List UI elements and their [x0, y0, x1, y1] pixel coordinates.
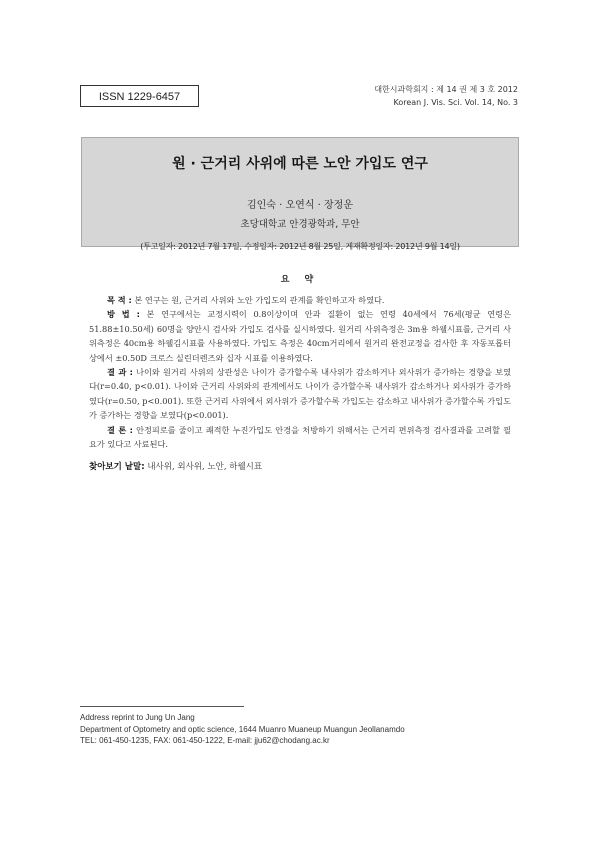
- abstract-purpose: [89, 293, 511, 307]
- purpose-text: 본 연구는 원, 근거리 사위와 노안 가입도의 관계를 확인하고자 하였다.: [131, 295, 385, 305]
- abstract-method: [89, 307, 511, 365]
- result-text: 나이와 원거리 사위의 상관성은 나이가 증가할수록 내사위가 감소하거나 외사위가 증가하는 경향을 보였다(r=0.40, p<0.01). 나이와 근거리 사위와의 관계에서도 나이가 증가할수록 내사위가 감소하거나 외사위가 증가하였다(r=0.50, p<0.001). 또한 근거리 사위에서 외사위가 증가할수록 가입도는 감소하고 내사위가 증가할수록 가입도가 증가하는 경향을 보였다(p<0.001).: [89, 367, 511, 421]
- journal-title-korean: 대한시과학회지 : 제 14 권 제 3 호 2012: [374, 85, 518, 94]
- footnote-line: Address reprint to Jung Un Jang: [80, 713, 195, 722]
- affiliation: 초당대학교 안경광학과, 무안: [240, 219, 360, 230]
- correspondence-footnote: [80, 712, 520, 747]
- journal-title-english: Korean J. Vis. Sci. Vol. 14, No. 3: [393, 98, 518, 107]
- conclusion-text: 안정피로를 줄이고 쾌적한 누진가입도 안경을 처방하기 위해서는 근거리 편위측정 검사결과를 고려할 필요가 있다고 사료된다.: [89, 424, 511, 450]
- keywords-values: 내사위, 외사위, 노안, 하웰시표: [144, 462, 263, 472]
- issn-box: ISSN 1229-6457: [80, 85, 199, 107]
- result-label: 결 과 :: [107, 367, 133, 378]
- footnote-divider: [80, 706, 244, 707]
- abstract-result: [89, 365, 511, 423]
- purpose-label: 목 적 :: [107, 295, 132, 305]
- footnote-line: TEL: 061-450-1235, FAX: 061-450-1222, E-mail: jju62@chodang.ac.kr: [80, 736, 330, 745]
- keywords-label: 찾아보기 낱말:: [89, 462, 145, 472]
- method-label: 방 법 :: [107, 309, 140, 320]
- author-list: 김인숙 · 오연식 · 장정운: [246, 200, 353, 211]
- title-block: [81, 137, 519, 251]
- footnote-line: Department of Optometry and optic science, 1644 Muanro Muaneup Muangun Jeollanamdo: [80, 724, 405, 734]
- journal-header: [374, 83, 518, 109]
- abstract-heading: 요 약: [280, 275, 320, 285]
- keywords: [89, 460, 511, 472]
- conclusion-label: 결 론 :: [107, 424, 133, 435]
- submission-dates: (투고일자: 2012년 7월 17일, 수정일자: 2012년 8월 25일, 게재확정일자: 2012년 9월 14일): [140, 242, 460, 251]
- abstract-body: [89, 293, 511, 451]
- paper-title: 원 · 근거리 사위에 따른 노안 가입도 연구: [172, 156, 428, 172]
- method-text: 본 연구에서는 교정시력이 0.8이상이며 안과 질환이 없는 연령 40세에서 76세(평균 연령은 51.88±10.50세) 60명을 양안시 검사와 가입도 검사를 실시하였다. 원거리 사위측정은 3m용 하웰시표를, 근거리 사위측정은 40cm용 하웰김시표를 사용하였다. 가입도 측정은 40cm거리에서 원거리 완전교정을 검사한 후 자동포롭터 상에서 ±0.50D 크로스 실린더렌즈와 십자 시표를 이용하였다.: [89, 309, 511, 363]
- abstract-conclusion: [89, 423, 511, 452]
